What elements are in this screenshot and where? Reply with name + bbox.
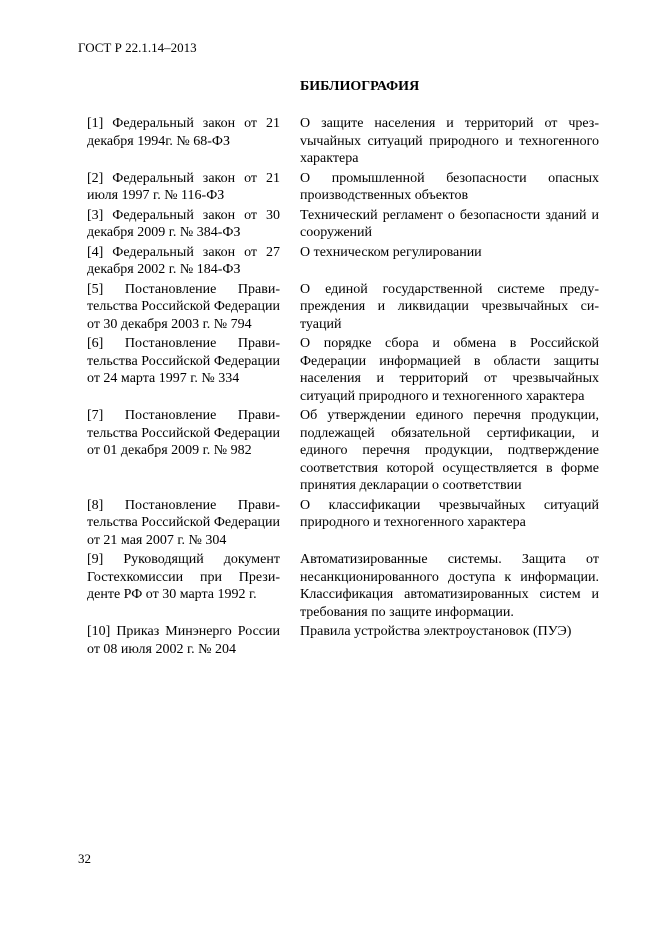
bibliography-reference: [1] Федеральный закон от 21 декабря 1994г. № 68-ФЗ: [87, 116, 280, 149]
bibliography-reference: [4] Федеральный закон от 27 декабря 2002 г. № 184-ФЗ: [87, 244, 280, 277]
bibliography-reference: [8] Постановление Правительства Российской Федерации от 21 мая 2007 г. № 304: [87, 497, 280, 548]
document-code: ГОСТ Р 22.1.14–2013: [78, 40, 197, 55]
bibliography-entry-1: [87, 115, 599, 170]
bibliography-entry-3: [87, 207, 599, 244]
bibliography-description: Об утверждении единого перечня продукции, подлежащей обязательной сертификации, и единого перечня продукции, подтверждение соответствия которой осуществляется в форме принятия декларации о соответствии: [300, 408, 599, 493]
bibliography-description: О классификации чрезвычайных ситуаций природного и техногенного характера: [300, 497, 599, 530]
page-number: 32: [78, 851, 91, 866]
bibliography-entry-8: [87, 497, 599, 552]
bibliography-description: Автоматизированные системы. Защита от несанкционированного доступа к информации. Классификация автоматизированных систем и требования по защите информации.: [300, 552, 599, 620]
bibliography-reference: [5] Постановление Правительства Российской Федерации от 30 декабря 2003 г. № 794: [87, 281, 280, 332]
bibliography-entry-6: [87, 335, 599, 407]
bibliography-reference: [7] Постановление Правительства Российской Федерации от 01 декабря 2009 г. № 982: [87, 408, 280, 458]
bibliography-reference: [6] Постановление Правительства Российской Федерации от 24 марта 1997 г. № 334: [87, 336, 280, 386]
bibliography-reference: [10] Приказ Минэнерго России от 08 июля 2002 г. № 204: [87, 624, 280, 657]
bibliography-reference: [2] Федеральный закон от 21 июля 1997 г. № 116-ФЗ: [87, 170, 280, 203]
bibliography-description: Правила устройства электроустановок (ПУЭ): [300, 624, 572, 639]
bibliography-entry-7: [87, 407, 599, 497]
bibliography-reference: [9] Руководящий документ Гостехкомиссии при Президенте РФ от 30 марта 1992 г.: [87, 552, 280, 602]
bibliography-description: О промышленной безопасности опасных производственных объектов: [300, 170, 599, 203]
bibliography-entry-9: [87, 551, 599, 623]
bibliography-reference: [3] Федеральный закон от 30 декабря 2009 г. № 384-ФЗ: [87, 207, 280, 240]
bibliography-description: О единой государственной системе предупреждения и ликвидации чрезвычайных ситуаций: [300, 281, 599, 332]
bibliography-description: Технический регламент о безопасности зданий и сооружений: [300, 207, 599, 240]
bibliography-description: О порядке сбора и обмена в Российской Федерации информацией в области защиты населения и территорий от чрезвычайных ситуаций природного и техногенного характера: [300, 336, 599, 404]
bibliography-entry-10: [87, 623, 599, 660]
bibliography-entry-2: [87, 170, 599, 207]
bibliography-list: [87, 115, 599, 660]
bibliography-description: О техническом регулировании: [300, 244, 482, 260]
bibliography-description: О защите населения и территорий от чрезvычайных ситуаций природного и техногенного характера: [300, 116, 599, 166]
bibliography-entry-5: [87, 281, 599, 336]
section-title: БИБЛИОГРАФИЯ: [300, 79, 420, 94]
bibliography-entry-4: [87, 244, 599, 281]
